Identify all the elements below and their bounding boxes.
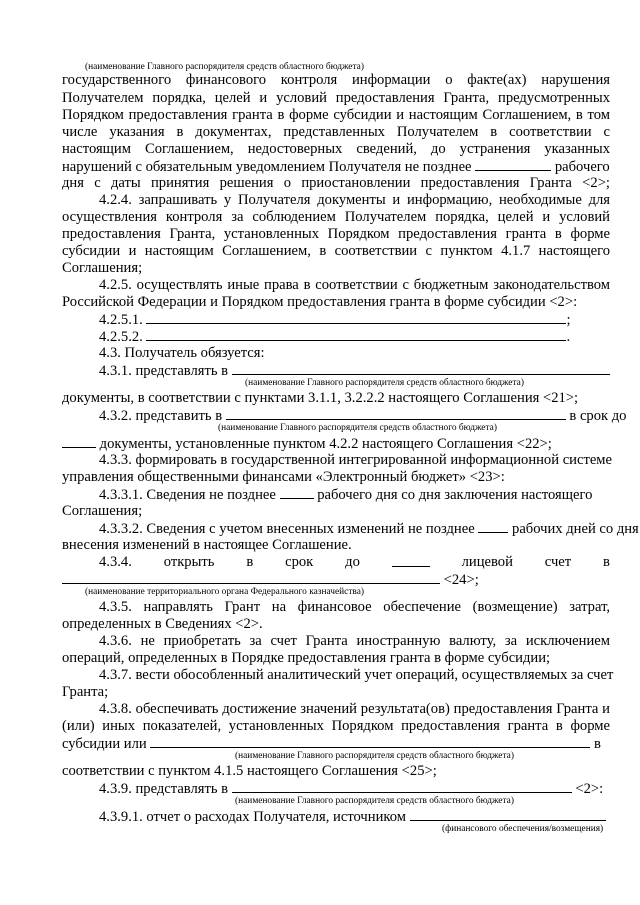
text-line: 4.3.3. формировать в государственной интегрированной информационной системе: [99, 452, 613, 468]
text-fragment: 4.3.9.1. отчет о расходах Получателя, источником: [99, 809, 406, 825]
text-fragment: счет: [544, 554, 572, 570]
text-line: документы, в соответствии с пунктами 3.1.1, 3.2.2.2 настоящего Соглашения <21>;: [62, 390, 579, 406]
text-fragment: 4.3.3.1. Сведения не позднее: [99, 487, 276, 503]
blank-field: [392, 554, 430, 567]
text-line: Российской Федерации и Порядком предоставления гранта в форме субсидии <2>:: [62, 294, 578, 310]
text-line: предоставления Гранта, установленных Порядком предоставления гранта в форме: [62, 226, 610, 242]
text-line: 4.3.5. направлять Грант на финансовое обеспечение (возмещение) затрат,: [99, 599, 610, 615]
text-line: [62, 486, 610, 504]
text-line: [62, 520, 639, 538]
field-caption: (наименование Главного распорядителя средств областного бюджета): [235, 796, 514, 806]
blank-field: [146, 311, 566, 324]
blank-field: [280, 486, 314, 499]
text-fragment: <24>;: [443, 572, 479, 588]
text-line: 4.2.4. запрашивать у Получателя документы и информацию, необходимые для: [99, 192, 610, 208]
text-fragment: 4.3.1. представлять в: [99, 363, 229, 379]
text-line: Порядком предоставления гранта в форме субсидии и настоящим Соглашением, в том: [62, 107, 610, 123]
blank-field: [232, 362, 610, 375]
text-fragment: рабочих дней со дня: [512, 521, 639, 537]
text-line: 4.3.6. не приобретать за счет Гранта иностранную валюту, за исключением: [99, 633, 610, 649]
text-fragment: рабочего дня со дня заключения настоящего: [317, 487, 593, 503]
blank-field: [475, 158, 551, 171]
text-fragment: 4.2.5.1.: [99, 312, 143, 328]
text-line: 4.3. Получатель обязуется:: [99, 345, 265, 361]
field-caption: (наименование Главного распорядителя средств областного бюджета): [85, 62, 364, 72]
blank-field: [62, 571, 440, 584]
text-line: Получателем порядка, целей и условий предоставления Гранта, предусмотренных: [62, 90, 610, 106]
text-line: 4.3.8. обеспечивать достижение значений результата(ов) предоставления Гранта и: [99, 701, 610, 717]
blank-field: [478, 520, 508, 533]
text-line: субсидии и настоящим Соглашением, в соответствии с пунктом 4.1.7 настоящего: [62, 243, 610, 259]
text-line: числе указания в документах, представленных Получателем в соответствии с: [62, 124, 610, 140]
text-fragment: срок: [285, 554, 314, 570]
text-fragment: документы, установленные пунктом 4.2.2 настоящего Соглашения <22>;: [99, 436, 552, 452]
text-fragment: в срок до: [569, 408, 627, 424]
text-line: 4.3.7. вести обособленный аналитический учет операций, осуществляемых за счет: [99, 667, 614, 683]
text-fragment: ;: [566, 312, 571, 328]
text-line: соответствии с пунктом 4.1.5 настоящего Соглашения <25>;: [62, 763, 437, 779]
text-line: определенных в Сведениях <2>.: [62, 616, 263, 632]
field-caption: (финансового обеспечения/возмещения): [442, 824, 604, 834]
text-line: (или) иных показателей, установленных Порядком предоставления гранта в форме: [62, 718, 610, 734]
field-caption: (наименование Главного распорядителя средств областного бюджета): [245, 378, 524, 388]
blank-field: [62, 435, 96, 448]
text-line: Гранта;: [62, 684, 109, 700]
text-line: Соглашения;: [62, 503, 143, 519]
blank-field: [226, 407, 566, 420]
blank-field: [232, 780, 572, 793]
text-line: [62, 554, 610, 571]
text-line: [62, 311, 610, 329]
text-line: [62, 328, 610, 346]
text-fragment: 4.3.3.2. Сведения с учетом внесенных изменений не позднее: [99, 521, 475, 537]
text-line: [62, 435, 610, 453]
text-line: Соглашения;: [62, 260, 143, 276]
text-fragment: субсидии или: [62, 736, 147, 752]
text-fragment: 4.2.5.2.: [99, 329, 143, 345]
field-caption: (наименование Главного распорядителя средств областного бюджета): [218, 423, 497, 433]
text-fragment: .: [566, 329, 571, 345]
text-line: внесения изменений в настоящее Соглашение.: [62, 537, 352, 553]
text-line: осуществления контроля за соблюдением Получателем порядка, целей и условий: [62, 209, 610, 225]
text-fragment: в: [594, 736, 601, 752]
text-fragment: открыть: [163, 554, 215, 570]
text-fragment: лицевой: [461, 554, 513, 570]
text-line: государственного финансового контроля информации о факте(ах) нарушения: [62, 72, 610, 88]
text-fragment: 4.3.4.: [99, 554, 132, 570]
text-fragment: рабочего: [554, 159, 610, 175]
text-line: 4.2.5. осуществлять иные права в соответствии с бюджетным законодательством: [99, 277, 610, 293]
field-caption: (наименование территориального органа Федерального казначейства): [85, 587, 365, 597]
text-line: управления общественными финансами «Электронный бюджет» <23>:: [62, 469, 505, 485]
field-caption: (наименование Главного распорядителя средств областного бюджета): [235, 751, 514, 761]
text-fragment: до: [345, 554, 360, 570]
text-fragment: <2>:: [575, 781, 604, 797]
blank-field: [146, 328, 566, 341]
text-fragment: нарушений с обязательным уведомлением Получателя не позднее: [62, 159, 472, 175]
text-line: настоящим Соглашением, недостоверных сведений, до устранения указанных: [62, 141, 610, 157]
text-fragment: 4.3.9. представлять в: [99, 781, 229, 797]
blank-field: [410, 808, 606, 821]
blank-field: [150, 735, 590, 748]
text-line: дня с даты принятия решения о приостановлении предоставления Гранта <2>;: [62, 175, 610, 191]
text-line: операций, определенных в Порядке предоставления гранта в форме субсидии;: [62, 650, 551, 666]
text-fragment: 4.3.2. представить в: [99, 408, 223, 424]
text-fragment: в: [246, 554, 254, 570]
text-line: [62, 158, 610, 176]
text-fragment: в: [603, 554, 610, 570]
